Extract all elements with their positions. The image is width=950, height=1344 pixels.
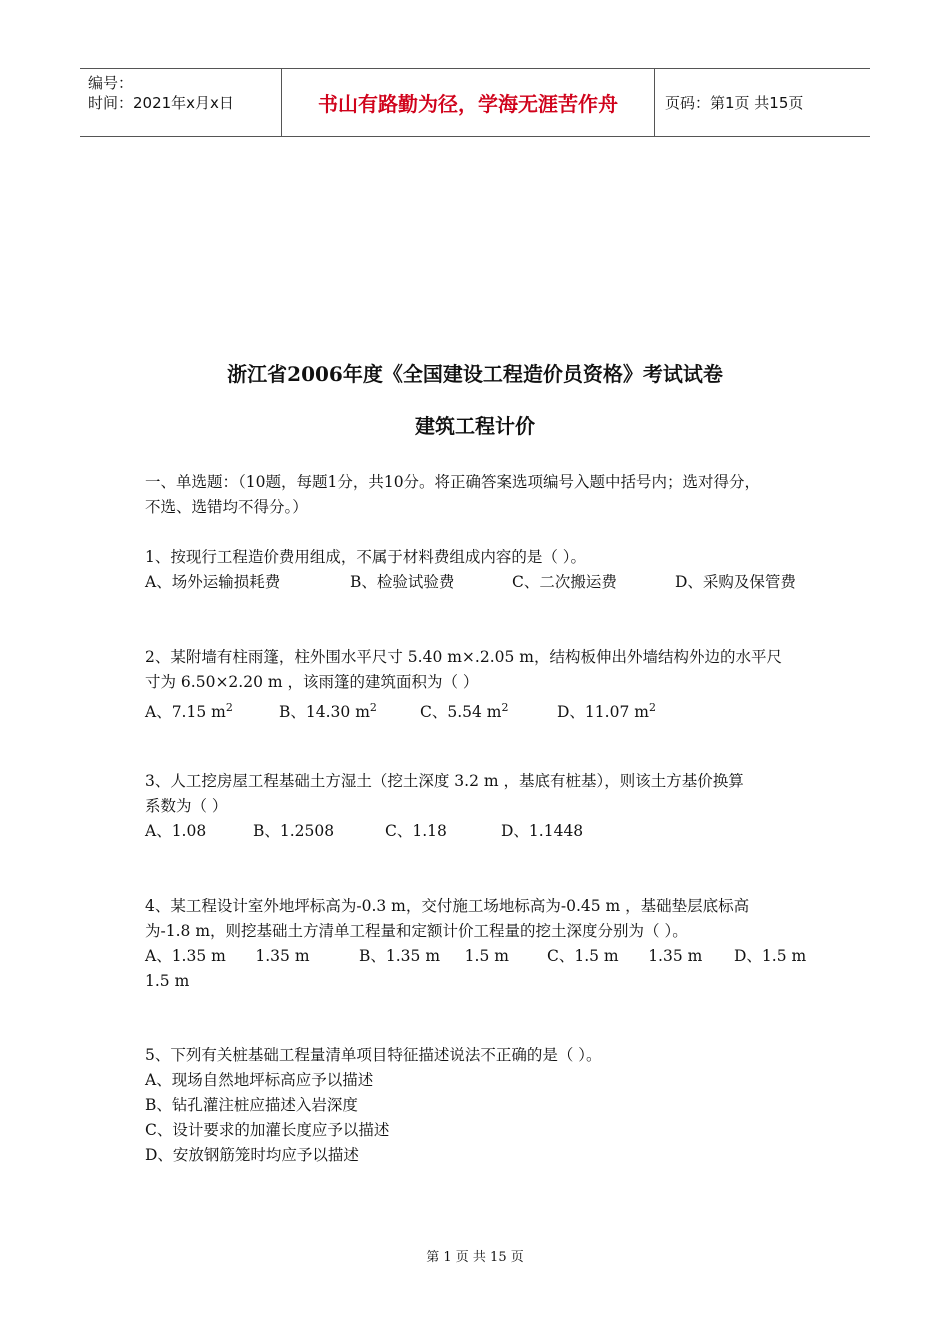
option-c: C、二次搬运费 [512,573,617,591]
superscript: 2 [501,701,509,714]
option-a: A、场外运输损耗费 [145,573,281,591]
page-info: 页码：第1页 共15页 [665,94,804,112]
time-label: 时间：2021年x月x日 [88,94,234,112]
intro-line: 不选、选错均不得分。） [145,498,308,516]
option-c: C、5.54 $m^2$ [420,701,509,722]
header-table [80,68,870,137]
document-subtitle: 建筑工程计价 [415,414,535,438]
superscript: 2 [369,701,377,714]
question-4 [145,894,815,994]
option-b: B、1.35 m 1.5 m [359,947,509,965]
option-d: D、11.07 $m^2$ [557,701,656,722]
option-a: A、现场自然地坪标高应予以描述 [145,1071,374,1089]
question-text: 寸为 6.50×2.20 m ，该雨篷的建筑面积为（ ） [145,673,479,691]
question-options [145,570,815,595]
question-2 [145,645,815,725]
option-c: C、1.18 [385,822,447,840]
intro-line: 一、单选题：（10题，每题1分，共10分。将正确答案选项编号入题中括号内；选对得分， [145,473,761,491]
option-d: D、安放钢筋笼时均应予以描述 [145,1146,359,1164]
option-b: B、检验试验费 [350,573,455,591]
question-5 [145,1043,815,1168]
option-c: C、1.5 m 1.35 m [547,947,703,965]
question-1 [145,545,815,595]
question-text: 2、某附墙有柱雨篷，柱外围水平尺寸 5.40 m×.2.05 m，结构板伸出外墙结构外边的水平尺 [145,648,782,666]
question-text: 4、某工程设计室外地坪标高为-0.3 m，交付施工场地标高为-0.45 m ，基础垫层底标高 [145,897,750,915]
option-a: A、7.15 $m^2$ [145,701,233,722]
option-c: C、设计要求的加灌长度应予以描述 [145,1121,390,1139]
question-options [145,695,815,725]
option-d: D、采购及保管费 [675,573,796,591]
header-left-cell [80,69,281,136]
option-a: A、1.35 m 1.35 m [145,947,310,965]
question-options [145,944,815,969]
question-text: 3、人工挖房屋工程基础土方湿土（挖土深度 3.2 m ，基底有桩基），则该土方基价换算 [145,772,744,790]
superscript: 2 [225,701,233,714]
option-d-continued: 1.5 m [145,972,190,990]
question-text: 1、按现行工程造价费用组成，不属于材料费组成内容的是（ ）。 [145,548,587,566]
page-footer: 第 1 页 共 15 页 [426,1250,524,1265]
superscript: 2 [648,701,656,714]
question-text: 系数为（ ） [145,797,228,815]
option-d: D、1.5 m [734,947,807,965]
motto: 书山有路勤为径，学海无涯苦作舟 [281,69,655,136]
question-text: 5、下列有关桩基础工程量清单项目特征描述说法不正确的是（ ）。 [145,1046,602,1064]
option-d: D、1.1448 [501,822,584,840]
option-b: B、钻孔灌注桩应描述入岩深度 [145,1096,358,1114]
question-options [145,819,815,844]
question-3 [145,769,815,844]
section-intro [145,470,815,520]
number-label: 编号： [88,74,134,92]
option-b: B、1.2508 [253,822,335,840]
option-a: A、1.08 [145,822,207,840]
document-title: 浙江省2006年度《全国建设工程造价员资格》考试试卷 [227,362,723,386]
question-text: 为-1.8 m，则挖基础土方清单工程量和定额计价工程量的挖土深度分别为（ ）。 [145,922,688,940]
option-b: B、14.30 $m^2$ [279,701,377,722]
